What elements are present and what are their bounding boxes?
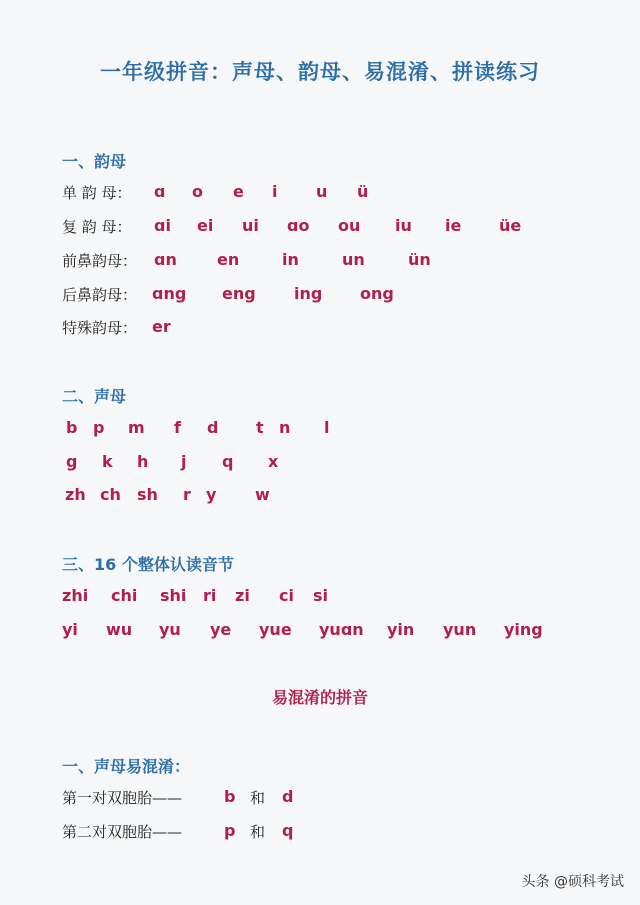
pinyin-item: ci: [279, 586, 294, 605]
pinyin-item: j: [181, 452, 187, 471]
pinyin-item: iu: [395, 216, 412, 235]
pinyin-item: yi: [62, 620, 78, 639]
pinyin-item: wu: [106, 620, 133, 639]
pinyin-item: yu: [159, 620, 181, 639]
pinyin-item: b: [66, 418, 78, 437]
watermark: 头条 @硕科考试: [521, 874, 624, 890]
conjunction: 和: [250, 789, 266, 807]
pinyin-item: ou: [338, 216, 361, 235]
pinyin-item: yun: [443, 620, 477, 639]
pinyin-item: ch: [100, 485, 121, 504]
pinyin-item: ying: [504, 620, 543, 639]
pinyin-item: ui: [242, 216, 259, 235]
pinyin-item: yuɑn: [319, 620, 364, 639]
pinyin-item: p: [93, 418, 105, 437]
pinyin-item: r: [183, 485, 191, 504]
pinyin-item: zi: [235, 586, 250, 605]
row-label: 前鼻韵母：: [62, 252, 138, 270]
pinyin-item: n: [279, 418, 291, 437]
pinyin-item: chi: [111, 586, 138, 605]
pinyin-item: u: [316, 182, 328, 201]
pinyin-item: ie: [445, 216, 462, 235]
confusion-heading: 一、声母易混淆：: [62, 757, 191, 776]
pinyin-item: d: [207, 418, 219, 437]
pinyin-item: ei: [197, 216, 214, 235]
pinyin-item: ing: [294, 284, 323, 303]
pinyin-item: o: [192, 182, 203, 201]
pinyin-item: q: [222, 452, 234, 471]
pinyin-item: si: [313, 586, 329, 605]
pinyin-item: shi: [160, 586, 187, 605]
pinyin-item: x: [268, 452, 279, 471]
pinyin-item: d: [282, 787, 294, 806]
pinyin-item: ong: [360, 284, 394, 303]
row-label: 特殊韵母：: [62, 319, 138, 337]
pinyin-item: f: [174, 418, 181, 437]
pinyin-item: yin: [387, 620, 415, 639]
pinyin-item: ɑ: [154, 182, 166, 201]
pinyin-item: zh: [65, 485, 86, 504]
row-label: 第一对双胞胎——: [62, 789, 183, 807]
pinyin-item: g: [66, 452, 78, 471]
pinyin-item: l: [324, 418, 330, 437]
pinyin-item: ün: [408, 250, 431, 269]
row-label: 后鼻韵母：: [62, 286, 138, 304]
pinyin-item: y: [206, 485, 217, 504]
pinyin-item: yue: [259, 620, 292, 639]
pinyin-item: ɑn: [154, 250, 177, 269]
pinyin-item: ri: [203, 586, 217, 605]
pinyin-item: en: [217, 250, 240, 269]
pinyin-item: ü: [357, 182, 369, 201]
pinyin-item: zhi: [62, 586, 89, 605]
pinyin-item: ɑi: [154, 216, 171, 235]
shengmu-heading: 二、声母: [62, 387, 127, 406]
confusion-title: 易混淆的拼音: [271, 688, 368, 707]
pinyin-item: q: [282, 821, 294, 840]
pinyin-item: h: [137, 452, 149, 471]
pinyin-item: un: [342, 250, 365, 269]
page-title: 一年级拼音：声母、韵母、易混淆、拼读练习: [100, 60, 540, 84]
pinyin-item: t: [256, 418, 264, 437]
row-label: 单 韵 母：: [62, 184, 132, 202]
pinyin-item: p: [224, 821, 236, 840]
pinyin-item: b: [224, 787, 236, 806]
pinyin-item: sh: [137, 485, 158, 504]
pinyin-item: eng: [222, 284, 256, 303]
yunmu-heading: 一、韵母: [62, 152, 127, 171]
pinyin-item: er: [152, 317, 171, 336]
pinyin-item: üe: [499, 216, 522, 235]
pinyin-item: ɑo: [287, 216, 310, 235]
pinyin-item: k: [102, 452, 113, 471]
pinyin-item: in: [282, 250, 299, 269]
row-label: 复 韵 母：: [62, 218, 132, 236]
pinyin-item: m: [128, 418, 145, 437]
pinyin-item: w: [255, 485, 270, 504]
pinyin-item: i: [272, 182, 278, 201]
pinyin-item: e: [233, 182, 244, 201]
pinyin-item: ɑng: [152, 284, 187, 303]
row-label: 第二对双胞胎——: [62, 823, 183, 841]
conjunction: 和: [250, 823, 266, 841]
pinyin-item: ye: [210, 620, 232, 639]
zhengti-heading: 三、16 个整体认读音节: [62, 555, 234, 574]
